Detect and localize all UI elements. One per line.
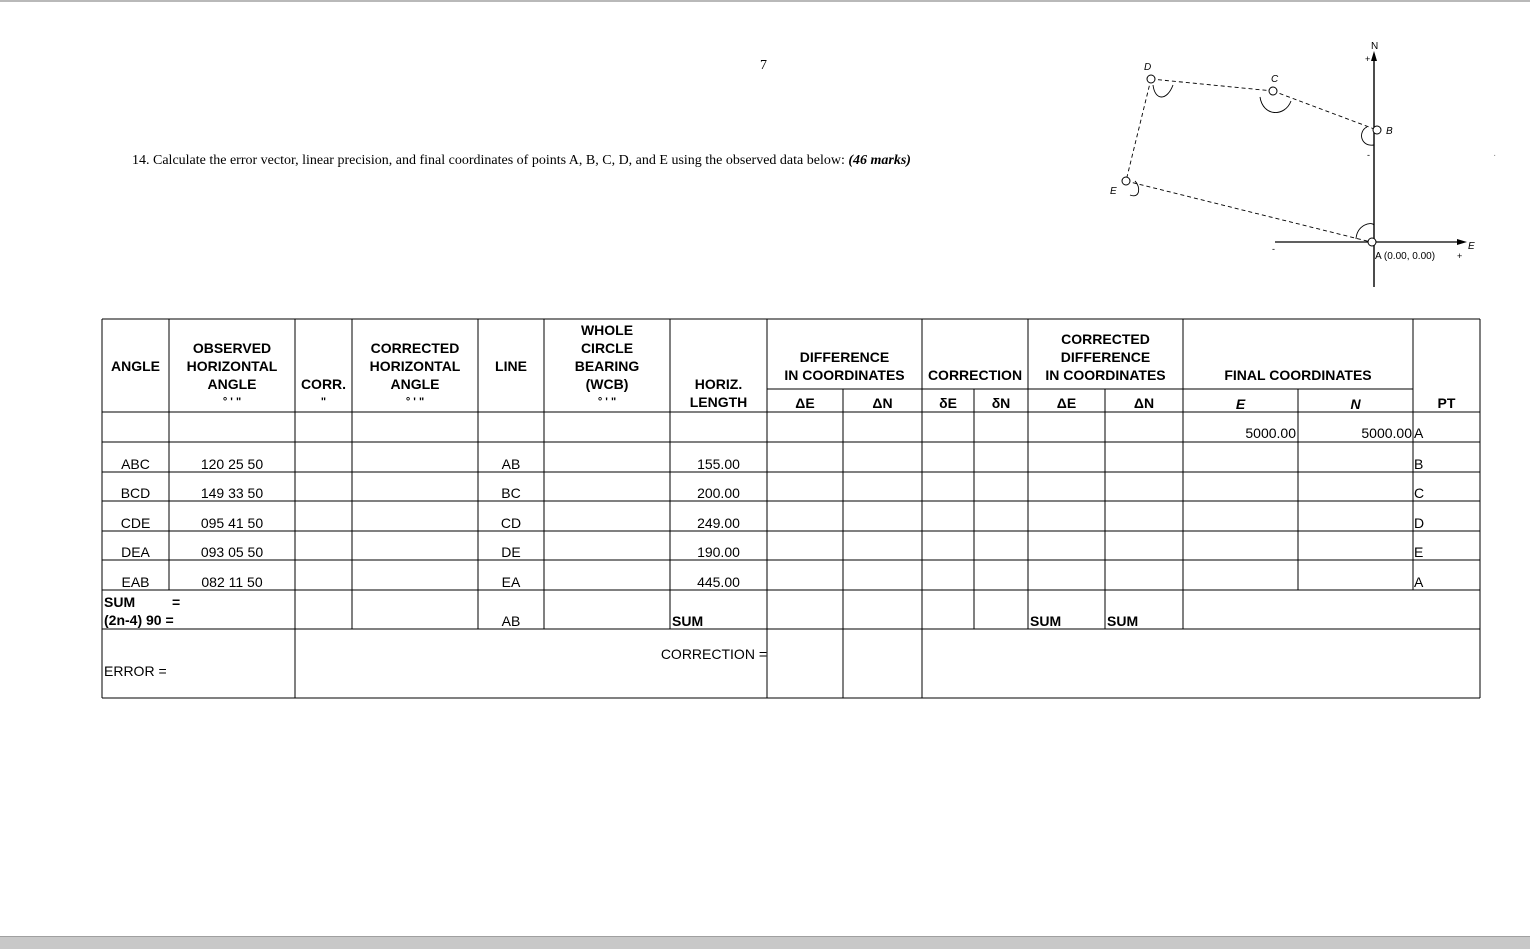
header-corrected-diff-3: IN COORDINATES bbox=[1045, 367, 1166, 383]
row-line: CD bbox=[500, 515, 522, 531]
header-corrected-2: HORIZONTAL bbox=[369, 358, 461, 374]
row-observed: 120 25 50 bbox=[200, 456, 264, 472]
north-label: N bbox=[1371, 41, 1379, 52]
header-difference-1: DIFFERENCE bbox=[799, 349, 890, 365]
row-length: 155.00 bbox=[697, 456, 740, 472]
header-observed-2: HORIZONTAL bbox=[186, 358, 278, 374]
header-correction: CORRECTION bbox=[927, 367, 1023, 383]
header-observed-3: ANGLE bbox=[207, 376, 257, 392]
header-observed-1: OBSERVED bbox=[192, 340, 272, 356]
label-D: D bbox=[1144, 62, 1152, 73]
row-observed: 093 05 50 bbox=[200, 544, 264, 560]
row-line: EA bbox=[501, 574, 521, 590]
header-observed bbox=[169, 339, 295, 411]
page-number: 7 bbox=[760, 58, 767, 73]
sum-line: AB bbox=[501, 613, 521, 629]
subheader-sN: δN bbox=[991, 395, 1011, 411]
header-corr-sec: " bbox=[320, 396, 327, 408]
question-body: 14. Calculate the error vector, linear precision, and final coordinates of points A, B, C, D, and E using the observed data below: bbox=[132, 153, 845, 168]
south-minus: - bbox=[1367, 150, 1370, 160]
subheader-N: N bbox=[1350, 396, 1361, 412]
row-pt: D bbox=[1414, 515, 1425, 531]
header-angle: ANGLE bbox=[111, 358, 160, 374]
row-pt: C bbox=[1414, 485, 1425, 501]
header-corr bbox=[295, 375, 352, 411]
row-line: DE bbox=[501, 544, 521, 560]
subheader-corr-dE: ΔE bbox=[1056, 395, 1077, 411]
header-wcb-3: BEARING bbox=[574, 358, 640, 374]
sum-label: SUM bbox=[104, 594, 136, 610]
subheader-dN: ΔN bbox=[872, 395, 893, 411]
header-wcb bbox=[544, 321, 670, 411]
sum-length: SUM bbox=[672, 613, 704, 629]
header-corrected-1: CORRECTED bbox=[370, 340, 460, 356]
start-pt: A bbox=[1414, 425, 1424, 441]
header-corrected bbox=[352, 339, 478, 411]
row-pt: A bbox=[1414, 574, 1424, 590]
subheader-dE: ΔE bbox=[795, 395, 815, 411]
sum-corrected-dE: SUM bbox=[1030, 613, 1062, 629]
subheader-sE: δE bbox=[939, 395, 957, 411]
header-horiz-2: LENGTH bbox=[689, 394, 748, 410]
header-difference-2: IN COORDINATES bbox=[784, 367, 905, 383]
row-line: AB bbox=[501, 456, 521, 472]
row-angle: CDE bbox=[120, 515, 151, 531]
label-A: A (0.00, 0.00) bbox=[1375, 251, 1436, 262]
header-wcb-1: WHOLE bbox=[580, 322, 634, 338]
label-E: E bbox=[1110, 186, 1117, 197]
header-observed-dms: ° ' " bbox=[222, 396, 242, 408]
row-angle: EAB bbox=[121, 574, 150, 590]
row-angle: DEA bbox=[121, 544, 150, 560]
subheader-corr-dN: ΔN bbox=[1133, 395, 1155, 411]
east-label: E bbox=[1468, 241, 1475, 252]
row-length: 249.00 bbox=[697, 515, 740, 531]
row-pt: B bbox=[1414, 456, 1424, 472]
header-corrected-dms: ° ' " bbox=[405, 396, 425, 408]
start-N: 5000.00 bbox=[1361, 425, 1412, 441]
row-angle: BCD bbox=[120, 485, 151, 501]
header-difference bbox=[767, 348, 922, 384]
row-length: 445.00 bbox=[697, 574, 740, 590]
header-horiz-1: HORIZ. bbox=[694, 376, 743, 392]
header-final: FINAL COORDINATES bbox=[1224, 367, 1372, 383]
row-length: 190.00 bbox=[697, 544, 740, 560]
bottom-scrollbar[interactable] bbox=[0, 936, 1530, 949]
header-pt: PT bbox=[1437, 395, 1456, 411]
header-wcb-4: (WCB) bbox=[585, 376, 629, 392]
correction-label: CORRECTION = bbox=[660, 646, 767, 662]
stray-mark: · bbox=[1493, 150, 1497, 161]
header-line: LINE bbox=[495, 358, 527, 374]
header-corrected-3: ANGLE bbox=[390, 376, 440, 392]
header-corrected-diff bbox=[1028, 330, 1183, 384]
header-corrected-diff-1: CORRECTED bbox=[1061, 331, 1150, 347]
row-pt: E bbox=[1414, 544, 1424, 560]
subheader-E: E bbox=[1235, 396, 1246, 412]
label-C: C bbox=[1271, 74, 1279, 85]
north-plus: + bbox=[1365, 54, 1371, 64]
header-corrected-diff-2: DIFFERENCE bbox=[1060, 349, 1151, 365]
row-angle: ABC bbox=[121, 456, 150, 472]
question-marks: (46 marks) bbox=[848, 153, 911, 168]
row-line: BC bbox=[501, 485, 521, 501]
label-B: B bbox=[1386, 126, 1393, 137]
sum-corrected-dN: SUM bbox=[1107, 613, 1139, 629]
row-observed: 149 33 50 bbox=[200, 485, 264, 501]
row-observed: 095 41 50 bbox=[200, 515, 264, 531]
west-minus: - bbox=[1272, 244, 1275, 254]
row-length: 200.00 bbox=[697, 485, 740, 501]
header-corr-label: CORR. bbox=[300, 376, 347, 392]
header-horiz bbox=[670, 375, 767, 411]
row-observed: 082 11 50 bbox=[201, 574, 263, 590]
sum-formula: (2n-4) 90 = bbox=[104, 612, 174, 628]
header-wcb-dms: ° ' " bbox=[597, 396, 617, 408]
header-wcb-2: CIRCLE bbox=[580, 340, 634, 356]
error-label: ERROR = bbox=[104, 663, 167, 679]
start-E: 5000.00 bbox=[1245, 425, 1296, 441]
sum-eq: = bbox=[172, 594, 181, 610]
east-plus: + bbox=[1457, 251, 1463, 261]
